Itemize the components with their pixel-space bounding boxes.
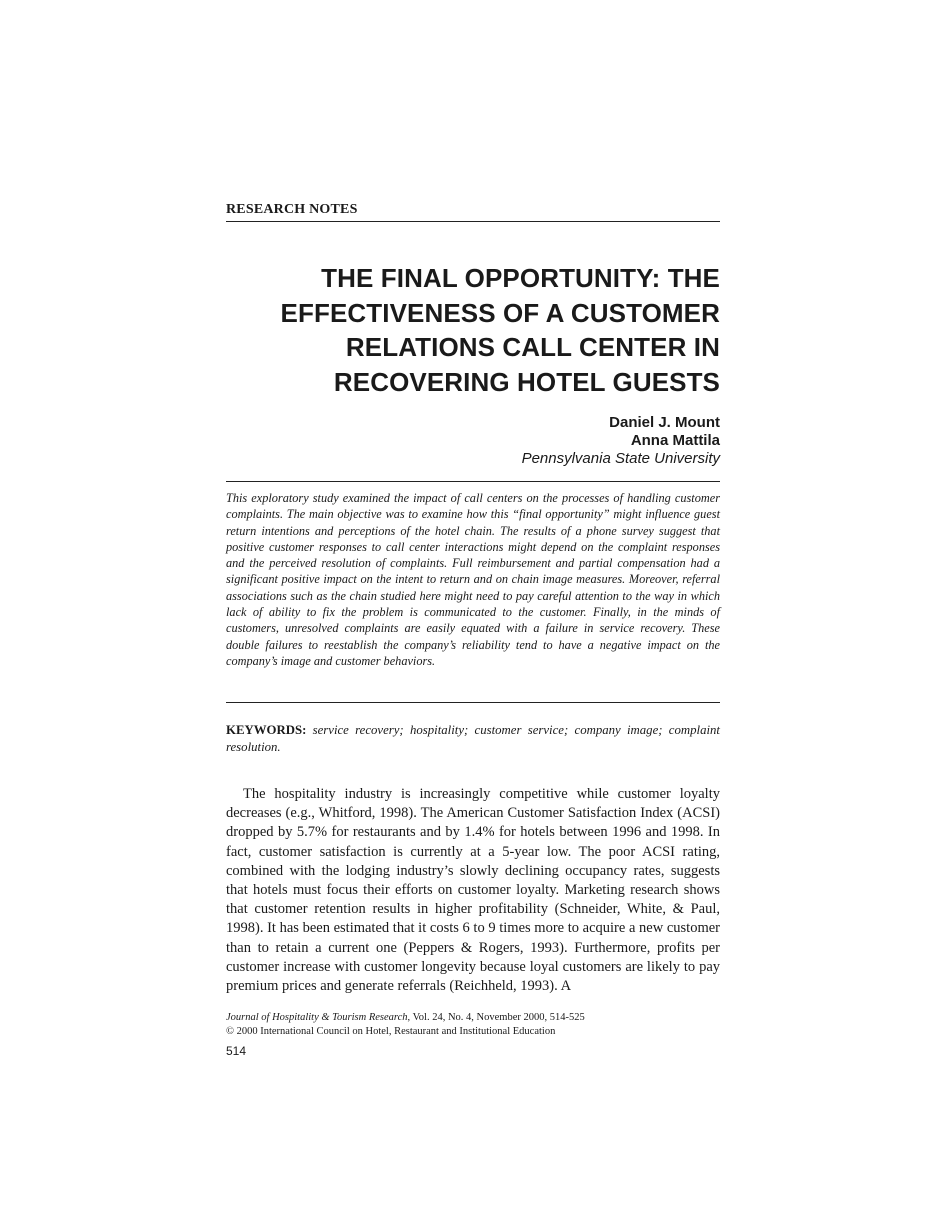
abstract-bottom-rule	[226, 702, 720, 703]
footer	[226, 1011, 720, 1039]
abstract-top-rule	[226, 481, 720, 482]
title-line: EFFECTIVENESS OF A CUSTOMER	[280, 297, 720, 328]
header-rule	[226, 221, 720, 222]
body-paragraph: The hospitality industry is increasingly competitive while customer loyalty decreases (e.g., Whitford, 1998). The American Customer Satisfaction Index (ACSI) dropped by 5.7% for restaurants and by 1.4% for hotels between 1996 and 1998. In fact, customer satisfaction is currently at a 5-year low. The poor ACSI rating, combined with the lodging industry’s slowly declining occupancy rates, suggests that hotels must focus their efforts on customer loyalty. Marketing research shows that customer retention results in higher profitability (Schneider, White, & Paul, 1998). It has been estimated that it costs 6 to 9 times more to acquire a new customer than to retain a current one (Peppers & Rogers, 1993). Furthermore, profits per customer increase with customer longevity because loyal customers are likely to pay premium prices and generate referrals (Reichheld, 1993). A	[226, 786, 720, 995]
keywords-label: KEYWORDS:	[226, 723, 307, 737]
author-block	[226, 414, 720, 468]
article-title	[226, 261, 720, 399]
abstract: This exploratory study examined the impact of call centers on the processes of handling customer complaints. The main objective was to examine how this “final opportunity” might influence guest return intentions and perceptions of the hotel chain. The results of a phone survey suggest that positive customer responses to call center interactions might depend on the complaint responses and the perceived resolution of complaints. Full reimbursement and partial compensation had a significant positive impact on the intent to return and on chain image measures. Moreover, referral associations such as the chain studied here might need to pay careful attention to the way in which lack of ability to fix the problem is communicated to the customer. Finally, in the minds of customers, unresolved complaints are easily equated with a failure in service recovery. These double failures to reestablish the company’s reliability tend to have a negative impact on the company’s image and customer behaviors.	[226, 491, 720, 668]
copyright: © 2000 International Council on Hotel, Restaurant and Institutional Education	[226, 1026, 556, 1037]
keywords	[226, 722, 720, 756]
author-name: Daniel J. Mount	[609, 414, 720, 431]
author-affiliation: Pennsylvania State University	[521, 450, 720, 467]
title-line: RECOVERING HOTEL GUESTS	[333, 366, 720, 397]
title-line: RELATIONS CALL CENTER IN	[345, 332, 720, 362]
section-label: RESEARCH NOTES	[226, 202, 358, 217]
page-number: 514	[226, 1044, 247, 1058]
journal-name: Journal of Hospitality & Tourism Research	[226, 1012, 408, 1023]
journal-citation: , Vol. 24, No. 4, November 2000, 514-525	[407, 1012, 585, 1023]
title-line: THE FINAL OPPORTUNITY: THE	[321, 263, 720, 293]
keywords-text: service recovery; hospitality; customer service; company image; complaint resolution.	[226, 723, 720, 754]
author-name: Anna Mattila	[630, 432, 720, 449]
